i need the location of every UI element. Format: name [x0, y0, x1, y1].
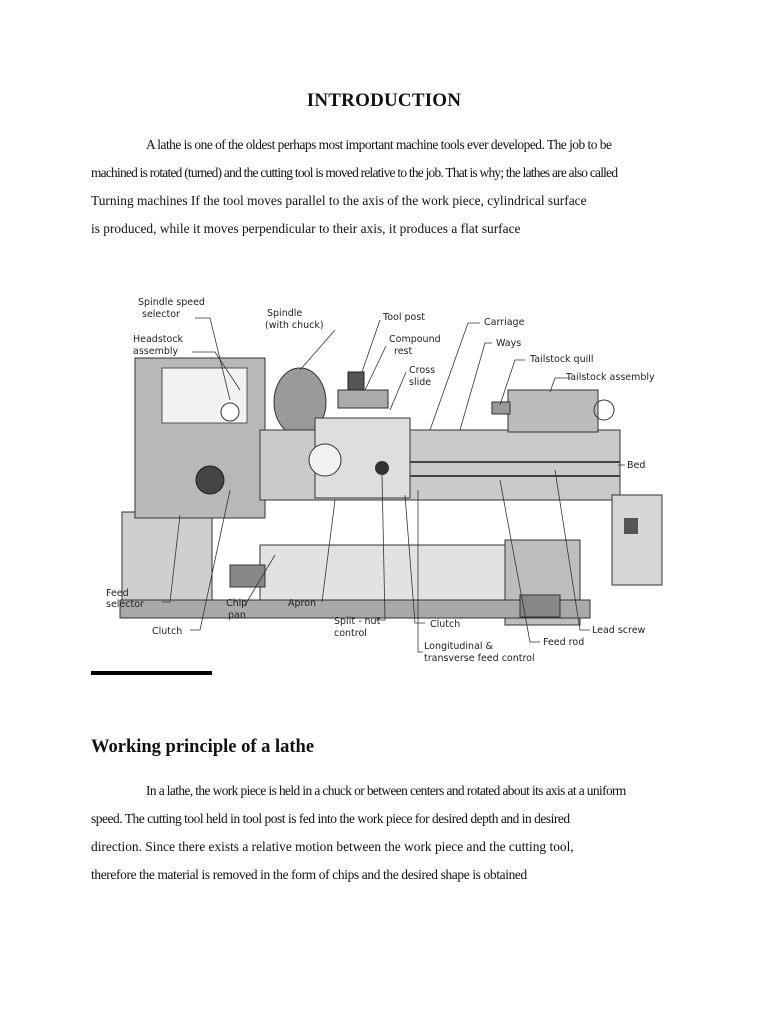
label-chip-pan-1: Chip [226, 598, 248, 609]
electrical-switch [624, 518, 638, 534]
section-divider [91, 671, 212, 675]
label-headstock-1: Headstock [133, 334, 184, 345]
principle-line-2: speed. The cutting tool held in tool post is fed into the work piece for desired depth and in desired [91, 811, 570, 826]
label-carriage: Carriage [484, 317, 525, 328]
label-spindle-1: Spindle [267, 308, 303, 319]
lathe-illustration [100, 290, 680, 670]
label-feed-rod: Feed rod [543, 637, 585, 648]
principle-line-3: direction. Since there exists a relative motion between the work piece and the cutting tool, [91, 839, 574, 854]
section-heading: Working principle of a lathe [91, 737, 315, 757]
tailstock-quill-shape [492, 402, 510, 414]
label-spindle-speed-selector-2: selector [142, 309, 180, 320]
label-chip-pan-2: pan [228, 610, 246, 621]
label-tailstock-assembly: Tailstock assembly [566, 372, 655, 383]
right-panel-cutout [520, 595, 560, 617]
label-spindle-2: (with chuck) [265, 320, 324, 331]
label-split-nut-2: control [334, 628, 367, 639]
speed-selector-knob [221, 403, 239, 421]
label-cross-slide-2: slide [409, 377, 432, 388]
label-bed: Bed [627, 460, 646, 471]
left-panel-cutout [230, 565, 265, 587]
compound-rest-shape [338, 390, 388, 408]
tailstock-shape [508, 390, 598, 432]
label-tool-post: Tool post [383, 312, 425, 323]
label-split-nut-1: Split - nut [334, 616, 381, 627]
label-tailstock-quill: Tailstock quill [530, 354, 594, 365]
label-lead-screw: Lead screw [592, 625, 646, 636]
lathe-diagram [100, 290, 680, 670]
intro-line-4: is produced, while it moves perpendicular to their axis, it produces a flat surface [91, 221, 521, 236]
intro-line-3: Turning machines If the tool moves parallel to the axis of the work piece, cylindrical surface [91, 193, 587, 208]
label-clutch-right: Clutch [430, 619, 461, 630]
label-apron: Apron [288, 598, 317, 609]
principle-line-4: therefore the material is removed in the form of chips and the desired shape is obtained [91, 867, 527, 882]
left-pedestal [122, 512, 212, 607]
page-title: INTRODUCTION [306, 90, 462, 111]
intro-paragraph [91, 131, 691, 243]
label-clutch-left: Clutch [152, 626, 183, 637]
label-feed-selector-1: Feed [106, 588, 129, 599]
label-compound-rest-2: rest [394, 346, 413, 357]
principle-line-1: In a lathe, the work piece is held in a chuck or between centers and rotated about its axis at a uniform [146, 783, 626, 798]
intro-line-2: machined is rotated (turned) and the cutting tool is moved relative to the job. That is why; the lathes are also called [91, 165, 618, 180]
label-headstock-2: assembly [133, 346, 179, 357]
handwheel-shape [309, 444, 341, 476]
label-feed-selector-2: selector [106, 599, 144, 610]
label-cross-slide-1: Cross [409, 365, 436, 376]
label-longitudinal-1: Longitudinal & [424, 641, 493, 652]
feed-selector-knob [196, 466, 224, 494]
electrical-box [612, 495, 662, 585]
tool-post-shape [348, 372, 364, 390]
label-spindle-speed-selector-1: Spindle speed [138, 297, 205, 308]
label-ways: Ways [496, 338, 522, 349]
principle-paragraph [91, 777, 691, 889]
label-longitudinal-2: transverse feed control [424, 653, 535, 664]
split-nut-knob [375, 461, 389, 475]
label-compound-rest-1: Compound [389, 334, 441, 345]
intro-line-1: A lathe is one of the oldest perhaps most important machine tools ever developed. The job to be [146, 137, 612, 152]
